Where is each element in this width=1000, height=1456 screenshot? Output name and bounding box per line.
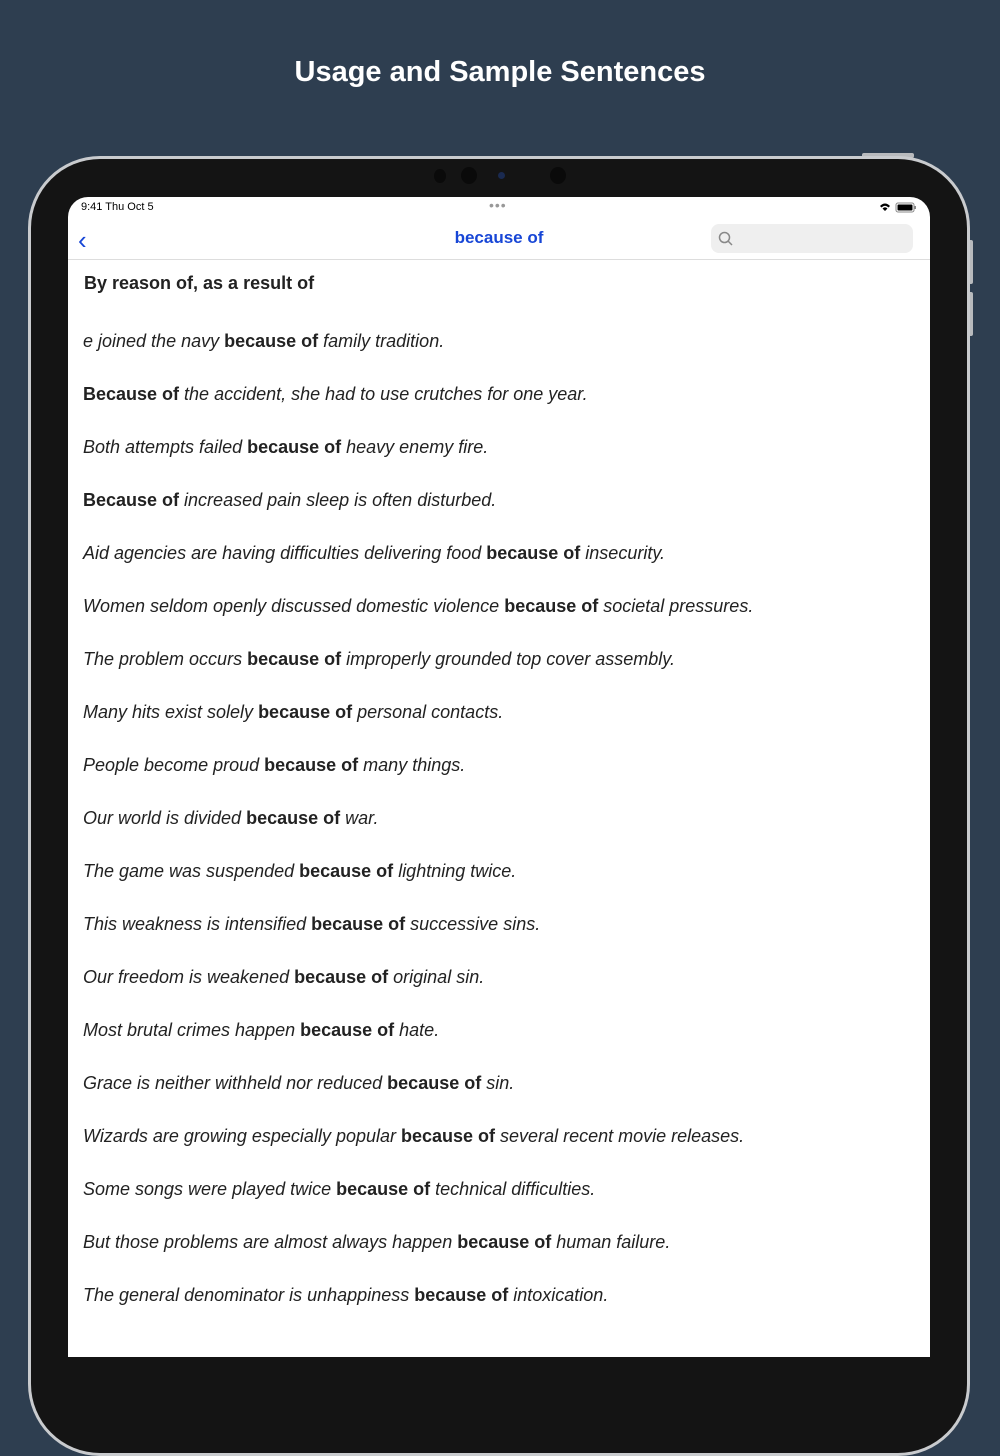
multitask-dots[interactable]: ••• bbox=[489, 197, 507, 213]
sentence-item bbox=[83, 649, 753, 702]
sentence-pre: Aid agencies are having difficulties delivering food bbox=[83, 543, 487, 563]
sentence-item bbox=[83, 861, 753, 914]
status-time: 9:41 Thu Oct 5 bbox=[81, 201, 154, 213]
definition-heading: By reason of, as a result of bbox=[84, 273, 315, 293]
wifi-battery-icon bbox=[879, 202, 917, 213]
sentence-post: personal contacts. bbox=[352, 702, 504, 722]
sentence-bold: because of bbox=[414, 1285, 509, 1305]
sentence-item bbox=[83, 967, 753, 1020]
sentence-item bbox=[83, 1020, 753, 1073]
sentence-pre: Wizards are growing especially popular bbox=[83, 1126, 401, 1146]
sensor bbox=[434, 169, 446, 183]
sentence-item bbox=[83, 914, 753, 967]
sentence-pre: Many hits exist solely bbox=[83, 702, 259, 722]
sentence-bold: because of bbox=[264, 755, 359, 775]
sentence-bold: because of bbox=[299, 861, 394, 881]
sentence-bold: because of bbox=[504, 596, 599, 616]
sentence-post: insecurity. bbox=[580, 543, 665, 563]
sentence-bold: because of bbox=[486, 543, 581, 563]
sentence-pre: Most brutal crimes happen bbox=[83, 1020, 301, 1040]
search-input[interactable] bbox=[711, 224, 913, 253]
sentence-post: many things. bbox=[358, 755, 466, 775]
sensor bbox=[550, 167, 566, 184]
sentence-bold: because of bbox=[300, 1020, 395, 1040]
sentence-bold: because of bbox=[294, 967, 389, 987]
search-icon bbox=[718, 231, 734, 247]
sentence-item bbox=[83, 755, 753, 808]
sentence-post: societal pressures. bbox=[598, 596, 754, 616]
sentence-pre: Some songs were played twice bbox=[83, 1179, 337, 1199]
sentence-pre: e joined the navy bbox=[83, 331, 225, 351]
sentence-list bbox=[83, 331, 753, 1338]
sentence-post: war. bbox=[340, 808, 379, 828]
sentence-item bbox=[83, 1126, 753, 1179]
sentence-pre: People become proud bbox=[83, 755, 265, 775]
sentence-pre: The problem occurs bbox=[83, 649, 248, 669]
sentence-post: human failure. bbox=[551, 1232, 671, 1252]
sentence-bold: because of bbox=[336, 1179, 431, 1199]
sentence-bold: because of bbox=[224, 331, 319, 351]
sentence-bold: because of bbox=[247, 437, 342, 457]
sentence-bold: because of bbox=[457, 1232, 552, 1252]
sentence-post: successive sins. bbox=[405, 914, 541, 934]
sentence-post: hate. bbox=[394, 1020, 440, 1040]
sentence-pre: Both attempts failed bbox=[83, 437, 248, 457]
sentence-post: intoxication. bbox=[508, 1285, 609, 1305]
sentence-post: family tradition. bbox=[318, 331, 445, 351]
sentence-pre: This weakness is intensified bbox=[83, 914, 312, 934]
sentence-item bbox=[83, 543, 753, 596]
sentence-item bbox=[83, 384, 753, 437]
status-bar bbox=[68, 197, 930, 219]
sentence-bold: because of bbox=[311, 914, 406, 934]
sentence-item bbox=[83, 331, 753, 384]
page-headline: Usage and Sample Sentences bbox=[294, 56, 706, 88]
sentence-post: increased pain sleep is often disturbed. bbox=[179, 490, 497, 510]
sentence-bold: Because of bbox=[83, 384, 180, 404]
sentence-pre: But those problems are almost always happen bbox=[83, 1232, 458, 1252]
camera-icon bbox=[498, 172, 505, 179]
sentence-pre: The general denominator is unhappiness bbox=[83, 1285, 415, 1305]
back-button[interactable]: ‹ bbox=[78, 225, 87, 255]
sentence-item bbox=[83, 702, 753, 755]
sentence-bold: because of bbox=[401, 1126, 496, 1146]
app-screen bbox=[68, 197, 930, 1357]
sentence-item bbox=[83, 437, 753, 490]
sentence-item bbox=[83, 1232, 753, 1285]
sentence-item bbox=[83, 808, 753, 861]
sentence-post: sin. bbox=[481, 1073, 515, 1093]
sentence-post: original sin. bbox=[388, 967, 485, 987]
nav-bar bbox=[68, 219, 930, 260]
sentence-pre: Women seldom openly discussed domestic violence bbox=[83, 596, 505, 616]
sentence-post: heavy enemy fire. bbox=[341, 437, 489, 457]
sentence-pre: Grace is neither withheld nor reduced bbox=[83, 1073, 388, 1093]
sentence-item bbox=[83, 490, 753, 543]
sentence-pre: Our freedom is weakened bbox=[83, 967, 295, 987]
sentence-post: technical difficulties. bbox=[430, 1179, 596, 1199]
sentence-item bbox=[83, 596, 753, 649]
sentence-bold: Because of bbox=[83, 490, 180, 510]
sentence-item bbox=[83, 1285, 753, 1338]
sentence-post: improperly grounded top cover assembly. bbox=[341, 649, 675, 669]
sentence-post: several recent movie releases. bbox=[495, 1126, 745, 1146]
sentence-pre: The game was suspended bbox=[83, 861, 300, 881]
sentence-pre: Our world is divided bbox=[83, 808, 247, 828]
sentence-item bbox=[83, 1073, 753, 1126]
sentence-bold: because of bbox=[258, 702, 353, 722]
sentence-bold: because of bbox=[387, 1073, 482, 1093]
nav-title: because of bbox=[454, 228, 544, 247]
sentence-bold: because of bbox=[247, 649, 342, 669]
sentence-item bbox=[83, 1179, 753, 1232]
sensor bbox=[461, 167, 477, 184]
sentence-post: lightning twice. bbox=[393, 861, 517, 881]
sentence-bold: because of bbox=[246, 808, 341, 828]
sentence-post: the accident, she had to use crutches for one year. bbox=[179, 384, 588, 404]
